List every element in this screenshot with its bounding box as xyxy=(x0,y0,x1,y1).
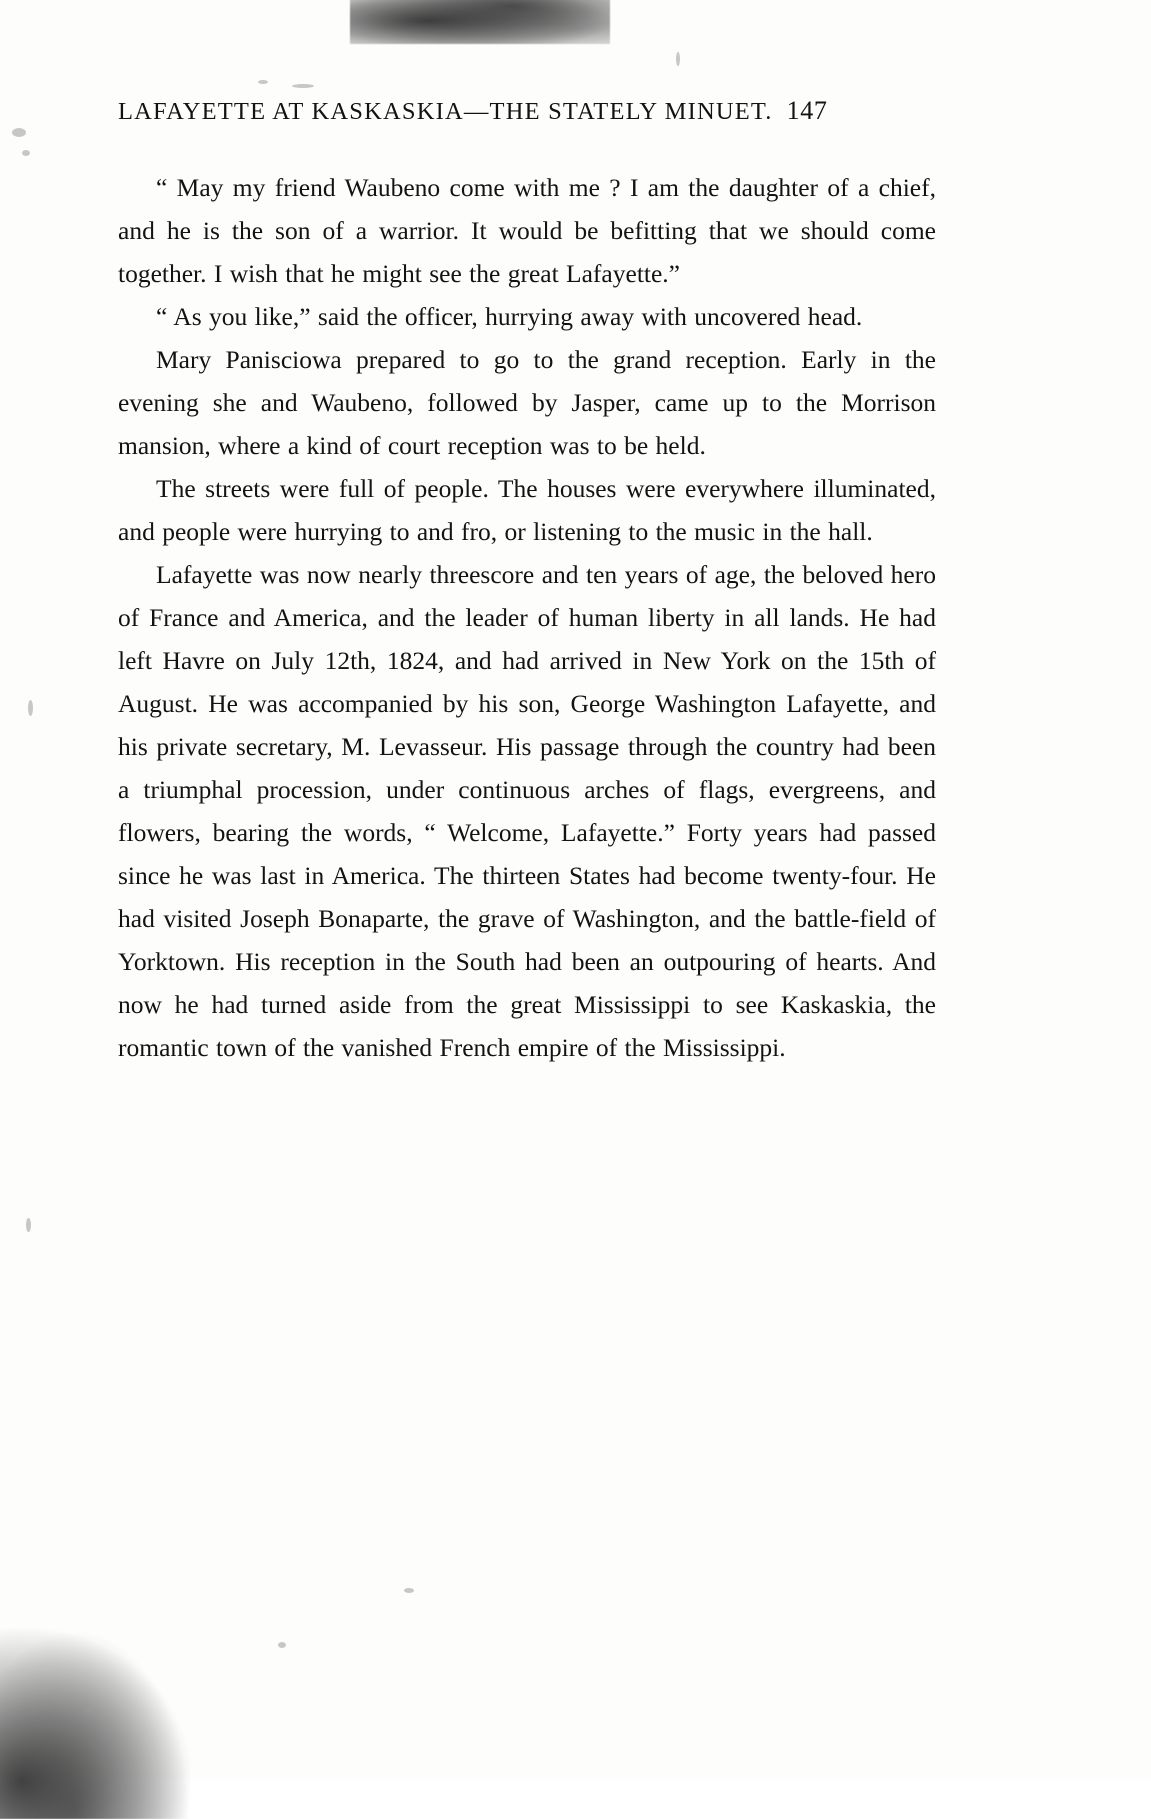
page-number: 147 xyxy=(786,96,828,125)
scan-speck xyxy=(404,1588,414,1593)
running-head-title: LAFAYETTE AT KASKASKIA—THE STATELY MINUET. xyxy=(118,98,773,125)
scan-smudge-top xyxy=(350,0,610,44)
scan-speck xyxy=(278,1642,286,1648)
paragraph: Mary Panisciowa prepared to go to the grand reception. Early in the evening she and Waubeno, followed by Jasper, came up to the Morrison mansion, where a kind of court reception was to be held. xyxy=(118,345,936,460)
scan-speck xyxy=(676,52,680,66)
scan-speck xyxy=(28,700,33,716)
scan-speck xyxy=(292,84,314,88)
paragraph: “ As you like,” said the officer, hurrying away with uncovered head. xyxy=(156,302,863,331)
page-content xyxy=(118,96,936,1069)
scan-speck xyxy=(12,128,26,137)
scan-speck xyxy=(26,1218,31,1232)
paragraph: Lafayette was now nearly threescore and ten years of age, the beloved hero of France and America, and the leader of human liberty in all lands. He had left Havre on July 12th, 1824, and had arrived in New York on the 15th of August. He was accompanied by his son, George Washington Lafayette, and his private secretary, M. Levasseur. His passage through the country had been a triumphal procession, under continuous arches of flags, evergreens, and flowers, bearing the words, “ Welcome, Lafayette.” Forty years had passed since he was last in America. The thirteen States had become twenty-four. He had visited Joseph Bonaparte, the grave of Washington, and the battle-field of Yorktown. His reception in the South had been an outpouring of hearts. And now he had turned aside from the great Mississippi to see Kaskaskia, the romantic town of the vanished French empire of the Mississippi. xyxy=(118,560,936,1062)
running-head xyxy=(118,96,936,126)
scan-smudge-bottom xyxy=(0,1629,190,1819)
scan-speck xyxy=(22,150,30,156)
scan-speck xyxy=(86,1708,92,1713)
scan-speck xyxy=(258,80,268,84)
paragraph: “ May my friend Waubeno come with me ? I am the daughter of a chief, and he is the son of a warrior. It would be befitting that we should come together. I wish that he might see the great Lafayette.” xyxy=(118,173,936,288)
paragraph: The streets were full of people. The houses were everywhere illuminated, and people were hurrying to and fro, or listening to the music in the hall. xyxy=(118,474,936,546)
